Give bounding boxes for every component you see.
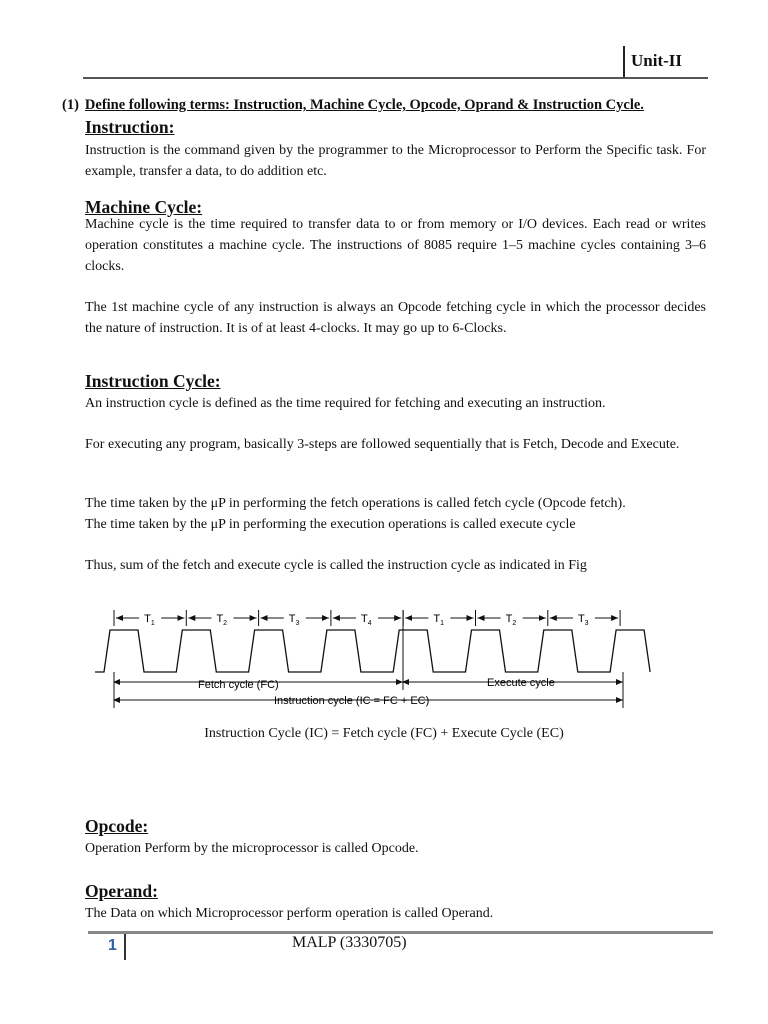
- t-state-label: $T_3$: [288, 613, 300, 627]
- header-divider: [623, 46, 625, 77]
- t-state-label: $T_3$: [577, 613, 589, 627]
- t-state-label: $T_1$: [144, 613, 155, 627]
- question-line: [62, 97, 644, 114]
- unit-label: Unit-II: [631, 51, 683, 70]
- footer-divider: [124, 934, 126, 960]
- execute-cycle-line: The time taken by the μP in performing the execution operations is called execute cycle: [85, 517, 576, 532]
- instruction-cycle-timing-diagram: [90, 600, 680, 715]
- header-rule: [83, 77, 708, 79]
- t-state-label: $T_4$: [361, 613, 372, 627]
- fetch-cycle-label: Fetch cycle (FC): [198, 679, 279, 691]
- page-number: 1: [108, 937, 117, 954]
- operand-heading: Operand:: [85, 881, 158, 901]
- opcode-heading: Opcode:: [85, 816, 149, 836]
- instruction-cycle-paragraph-1: An instruction cycle is defined as the time required for fetching and executing an instruction.: [85, 396, 606, 411]
- t-state-label: $T_2$: [216, 613, 228, 627]
- diagram-caption: Instruction Cycle (IC) = Fetch cycle (FC) + Execute Cycle (EC): [204, 726, 564, 741]
- fetch-cycle-line: The time taken by the μP in performing the fetch operations is called fetch cycle (Opcode fetch).: [85, 496, 626, 511]
- opcode-paragraph: Operation Perform by the microprocessor is called Opcode.: [85, 841, 419, 856]
- t-state-labels: [144, 613, 589, 627]
- instruction-cycle-sum-line: Thus, sum of the fetch and execute cycle is called the instruction cycle as indicated in Fig: [85, 558, 587, 573]
- t-state-label: $T_2$: [505, 613, 517, 627]
- clock-waveform: [95, 630, 650, 672]
- machine-cycle-paragraph-1: Machine cycle is the time required to transfer data to or from memory or I/O devices. Each read or writes operation constitutes a machine cycle. The instructions of 8085 require 1–5 machine cycles containing 3–6 clocks.: [85, 217, 706, 274]
- instruction-paragraph: Instruction is the command given by the programmer to the Microprocessor to Perform the Specific task. For example, transfer a data, to do addition etc.: [85, 143, 706, 179]
- question-number: (1): [62, 97, 79, 113]
- t-state-label: $T_1$: [433, 613, 444, 627]
- machine-cycle-heading: Machine Cycle:: [85, 197, 203, 217]
- instruction-cycle-heading: Instruction Cycle:: [85, 371, 221, 391]
- instruction-cycle-label: Instruction cycle (IC = FC + EC): [274, 695, 430, 707]
- machine-cycle-paragraph-2: The 1st machine cycle of any instruction is always an Opcode fetching cycle in which the processor decides the nature of instruction. It is of at least 4-clocks. It may go up to 6-Clocks.: [85, 300, 706, 336]
- question-text: Define following terms: Instruction, Machine Cycle, Opcode, Oprand & Instruction Cycle.: [84, 97, 644, 113]
- instruction-heading: Instruction:: [85, 117, 175, 137]
- footer-course-code: MALP (3330705): [292, 934, 407, 951]
- execute-cycle-label: Execute cycle: [487, 677, 555, 689]
- instruction-cycle-paragraph-2: For executing any program, basically 3-steps are followed sequentially that is Fetch, Decode and Execute.: [85, 437, 680, 452]
- operand-paragraph: The Data on which Microprocessor perform operation is called Operand.: [85, 906, 494, 921]
